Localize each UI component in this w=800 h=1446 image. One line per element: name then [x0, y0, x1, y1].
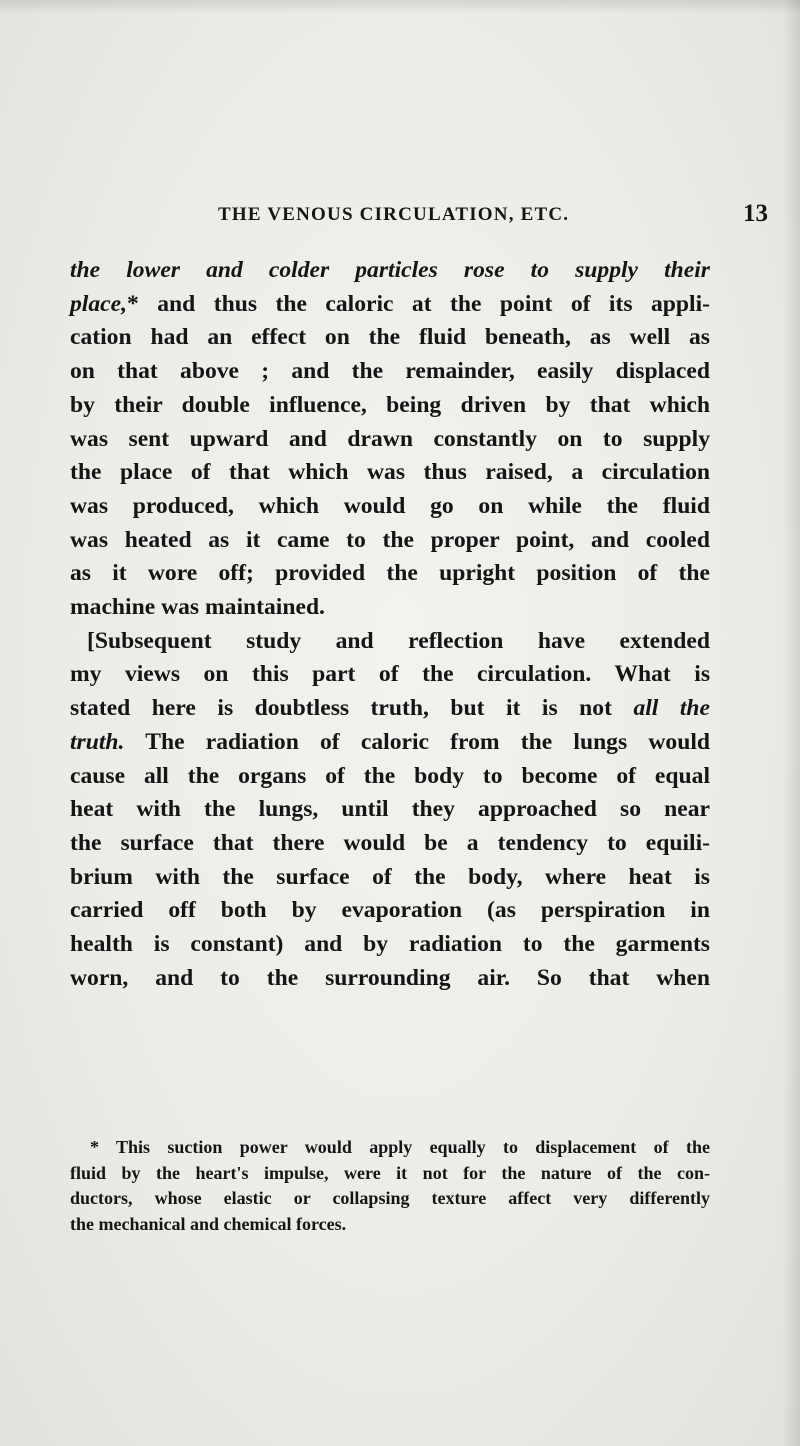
footnote-line: the mechanical and chemical forces.	[70, 1213, 347, 1234]
body-line: my views on this part of the circulation. What is	[70, 661, 710, 688]
body-line: place,* and thus the caloric at the point of its appli-	[70, 290, 710, 317]
footnote	[70, 1135, 710, 1237]
body-line: cation had an effect on the fluid beneath, as well as	[70, 324, 710, 351]
body-line: worn, and to the surrounding air. So that when	[70, 964, 710, 991]
body-line: was sent upward and drawn constantly on to supply	[70, 425, 710, 452]
body-line: the place of that which was thus raised, a circulation	[70, 459, 710, 486]
body-line: brium with the surface of the body, where heat is	[70, 863, 710, 890]
running-title: THE VENOUS CIRCULATION, ETC.	[218, 204, 570, 225]
body-line: health is constant) and by radiation to the garments	[70, 931, 710, 958]
body-line: the lower and colder particles rose to supply their	[70, 257, 710, 283]
body-line: the surface that there would be a tendency to equili-	[70, 829, 710, 856]
body-line: [Subsequent study and reflection have extended	[87, 627, 710, 654]
footnote-line: * This suction power would apply equally to displacement of the	[90, 1137, 710, 1157]
body-line: truth. The radiation of caloric from the lungs would	[70, 728, 710, 755]
body-line: on that above ; and the remainder, easily displaced	[70, 358, 710, 385]
body-line: was produced, which would go on while the fluid	[70, 492, 710, 519]
page-number: 13	[743, 200, 768, 227]
body-line: heat with the lungs, until they approached so near	[70, 796, 710, 823]
body-line: machine was maintained.	[70, 594, 325, 621]
page-header	[218, 200, 768, 232]
footnote-line: ductors, whose elastic or collapsing texture affect very differently	[70, 1188, 710, 1208]
footnote-line: fluid by the heart's impulse, were it not for the nature of the con-	[70, 1162, 710, 1183]
body-line: as it wore off; provided the upright position of the	[70, 560, 710, 587]
body-line: by their double influence, being driven by that which	[70, 391, 710, 418]
body-line: cause all the organs of the body to become of equal	[70, 762, 710, 789]
body-line: stated here is doubtless truth, but it is not all the	[70, 695, 710, 722]
body-text	[70, 254, 710, 995]
right-edge-shadow	[782, 0, 800, 1446]
body-line: carried off both by evaporation (as perspiration in	[70, 897, 710, 924]
top-edge-shadow	[0, 0, 800, 14]
body-line: was heated as it came to the proper point, and cooled	[70, 526, 710, 553]
